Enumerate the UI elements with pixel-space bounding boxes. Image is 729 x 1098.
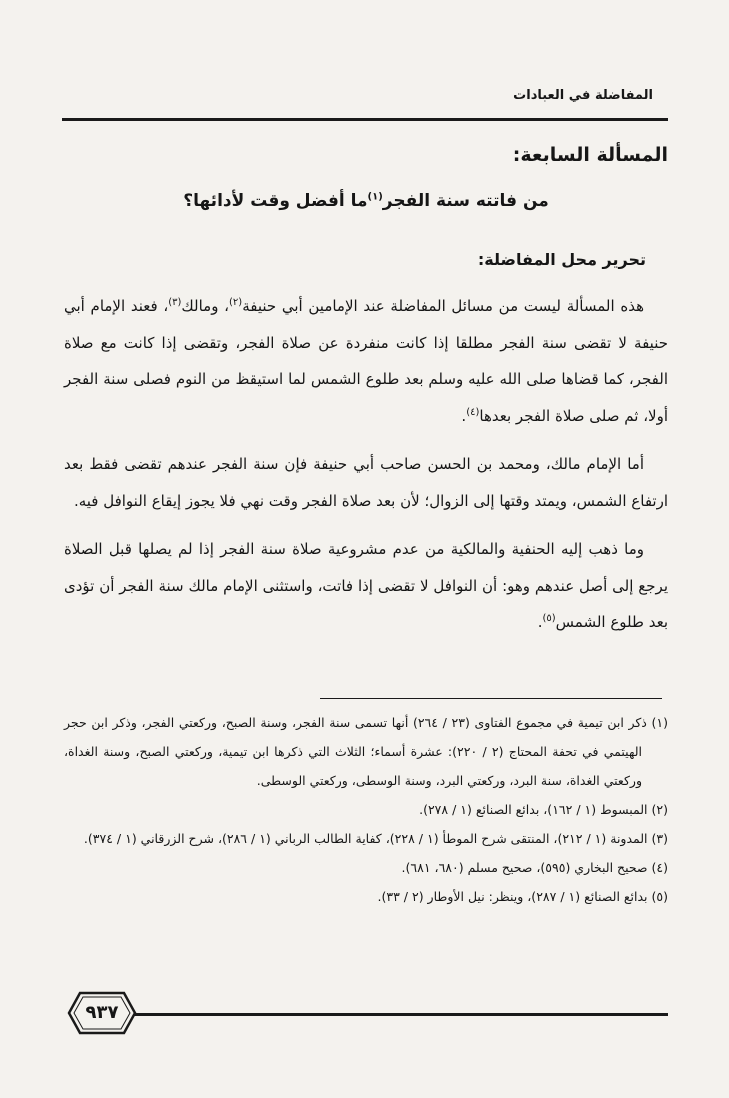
paragraph-1-part-2: ، ومالك — [181, 297, 229, 315]
question-heading — [64, 186, 668, 216]
page-number-badge — [66, 990, 138, 1036]
question-text-end: ما أفضل وقت لأدائها؟ — [183, 191, 368, 211]
footnote-5: (٥) بدائع الصنائع (١ / ٢٨٧)، وينظر: نيل الأوطار (٢ / ٣٣). — [377, 889, 668, 904]
footnote-4: (٤) صحيح البخاري (٥٩٥)، صحيح مسلم (٦٨٠، ٦٨١). — [401, 860, 668, 875]
paragraph-1-part-3: ، فعند الإمام أبي حنيفة لا تقضى سنة الفجر مطلقا إذا كانت منفردة عن صلاة الفجر، وتقضى إذا كانت مع صلاة الفجر، كما قضاها صلى الله عليه وسلم بعد طلوع الشمس لما استيقظ من النوم فصلى سنة الفجر أولا، ثم صلى صلاة الفجر بعدها — [64, 297, 668, 425]
footnote-ref-3: (٣) — [168, 297, 182, 308]
paragraph-3-part-2: . — [537, 613, 543, 631]
paragraph-3 — [64, 531, 668, 641]
paragraph-1-part-1: هذه المسألة ليست من مسائل المفاضلة عند الإمامين أبي حنيفة — [242, 297, 645, 315]
footnote-2: (٢) المبسوط (١ / ١٦٢)، بدائع الصنائع (١ / ٢٧٨). — [419, 802, 668, 817]
footnote-ref-5: (٥) — [542, 613, 556, 624]
footnote-ref-2: (٢) — [229, 297, 243, 308]
footnote-separator — [320, 698, 662, 699]
subheading: تحرير محل المفاضلة: — [477, 250, 646, 269]
page-number: ٩٣٧ — [85, 1002, 119, 1023]
footnotes — [64, 708, 668, 911]
footnote-ref-1: (١) — [367, 191, 383, 203]
main-text — [64, 140, 668, 653]
header-rule — [62, 118, 668, 121]
paragraph-3-part-1: وما ذهب إليه الحنفية والمالكية من عدم مشروعية صلاة سنة الفجر إذا لم يصلها قبل الصلاة يرجع إلى أصل عندهم وهو: أن النوافل لا تقضى إذا فاتت، واستثنى الإمام مالك سنة الفجر أن تؤدى بعد طلوع الشمس — [64, 540, 668, 631]
section-title: المسألة السابعة: — [512, 144, 668, 166]
footer-rule — [132, 1013, 668, 1016]
running-title: المفاضلة في العبادات — [513, 88, 653, 103]
footnote-1: (١) ذكر ابن تيمية في مجموع الفتاوى (٢٣ / ٢٦٤) أنها تسمى سنة الفجر، وسنة الصبح، وركعتي الفجر، وذكر ابن حجر الهيتمي في تحفة المحتاج (٢ / ٢٢٠): عشرة أسماء؛ الثلاث التي ذكرها ابن تيمية، وركعتي الصبح، وسنة الغداة، وركعتي الغداة، سنة البرد، وركعتي البرد، وسنة الوسطى، وركعتي الوسطى. — [64, 715, 668, 788]
question-text-start: من فاتته سنة الفجر — [382, 191, 549, 211]
footnote-ref-4: (٤) — [466, 406, 480, 418]
paragraph-1 — [64, 288, 668, 434]
footnote-3: (٣) المدونة (١ / ٢١٢)، المنتقى شرح الموطأ (١ / ٢٢٨)، كفاية الطالب الرباني (١ / ٢٨٦)، شرح الزرقاني (١ / ٣٧٤). — [83, 831, 668, 846]
paragraph-2: أما الإمام مالك، ومحمد بن الحسن صاحب أبي حنيفة فإن سنة الفجر عندهم تقضى فقط بعد ارتفاع الشمس، ويمتد وقتها إلى الزوال؛ لأن بعد صلاة الفجر وقت نهي فلا يجوز إيقاع النوافل فيه. — [64, 455, 668, 510]
paragraph-1-part-4: . — [461, 406, 467, 425]
